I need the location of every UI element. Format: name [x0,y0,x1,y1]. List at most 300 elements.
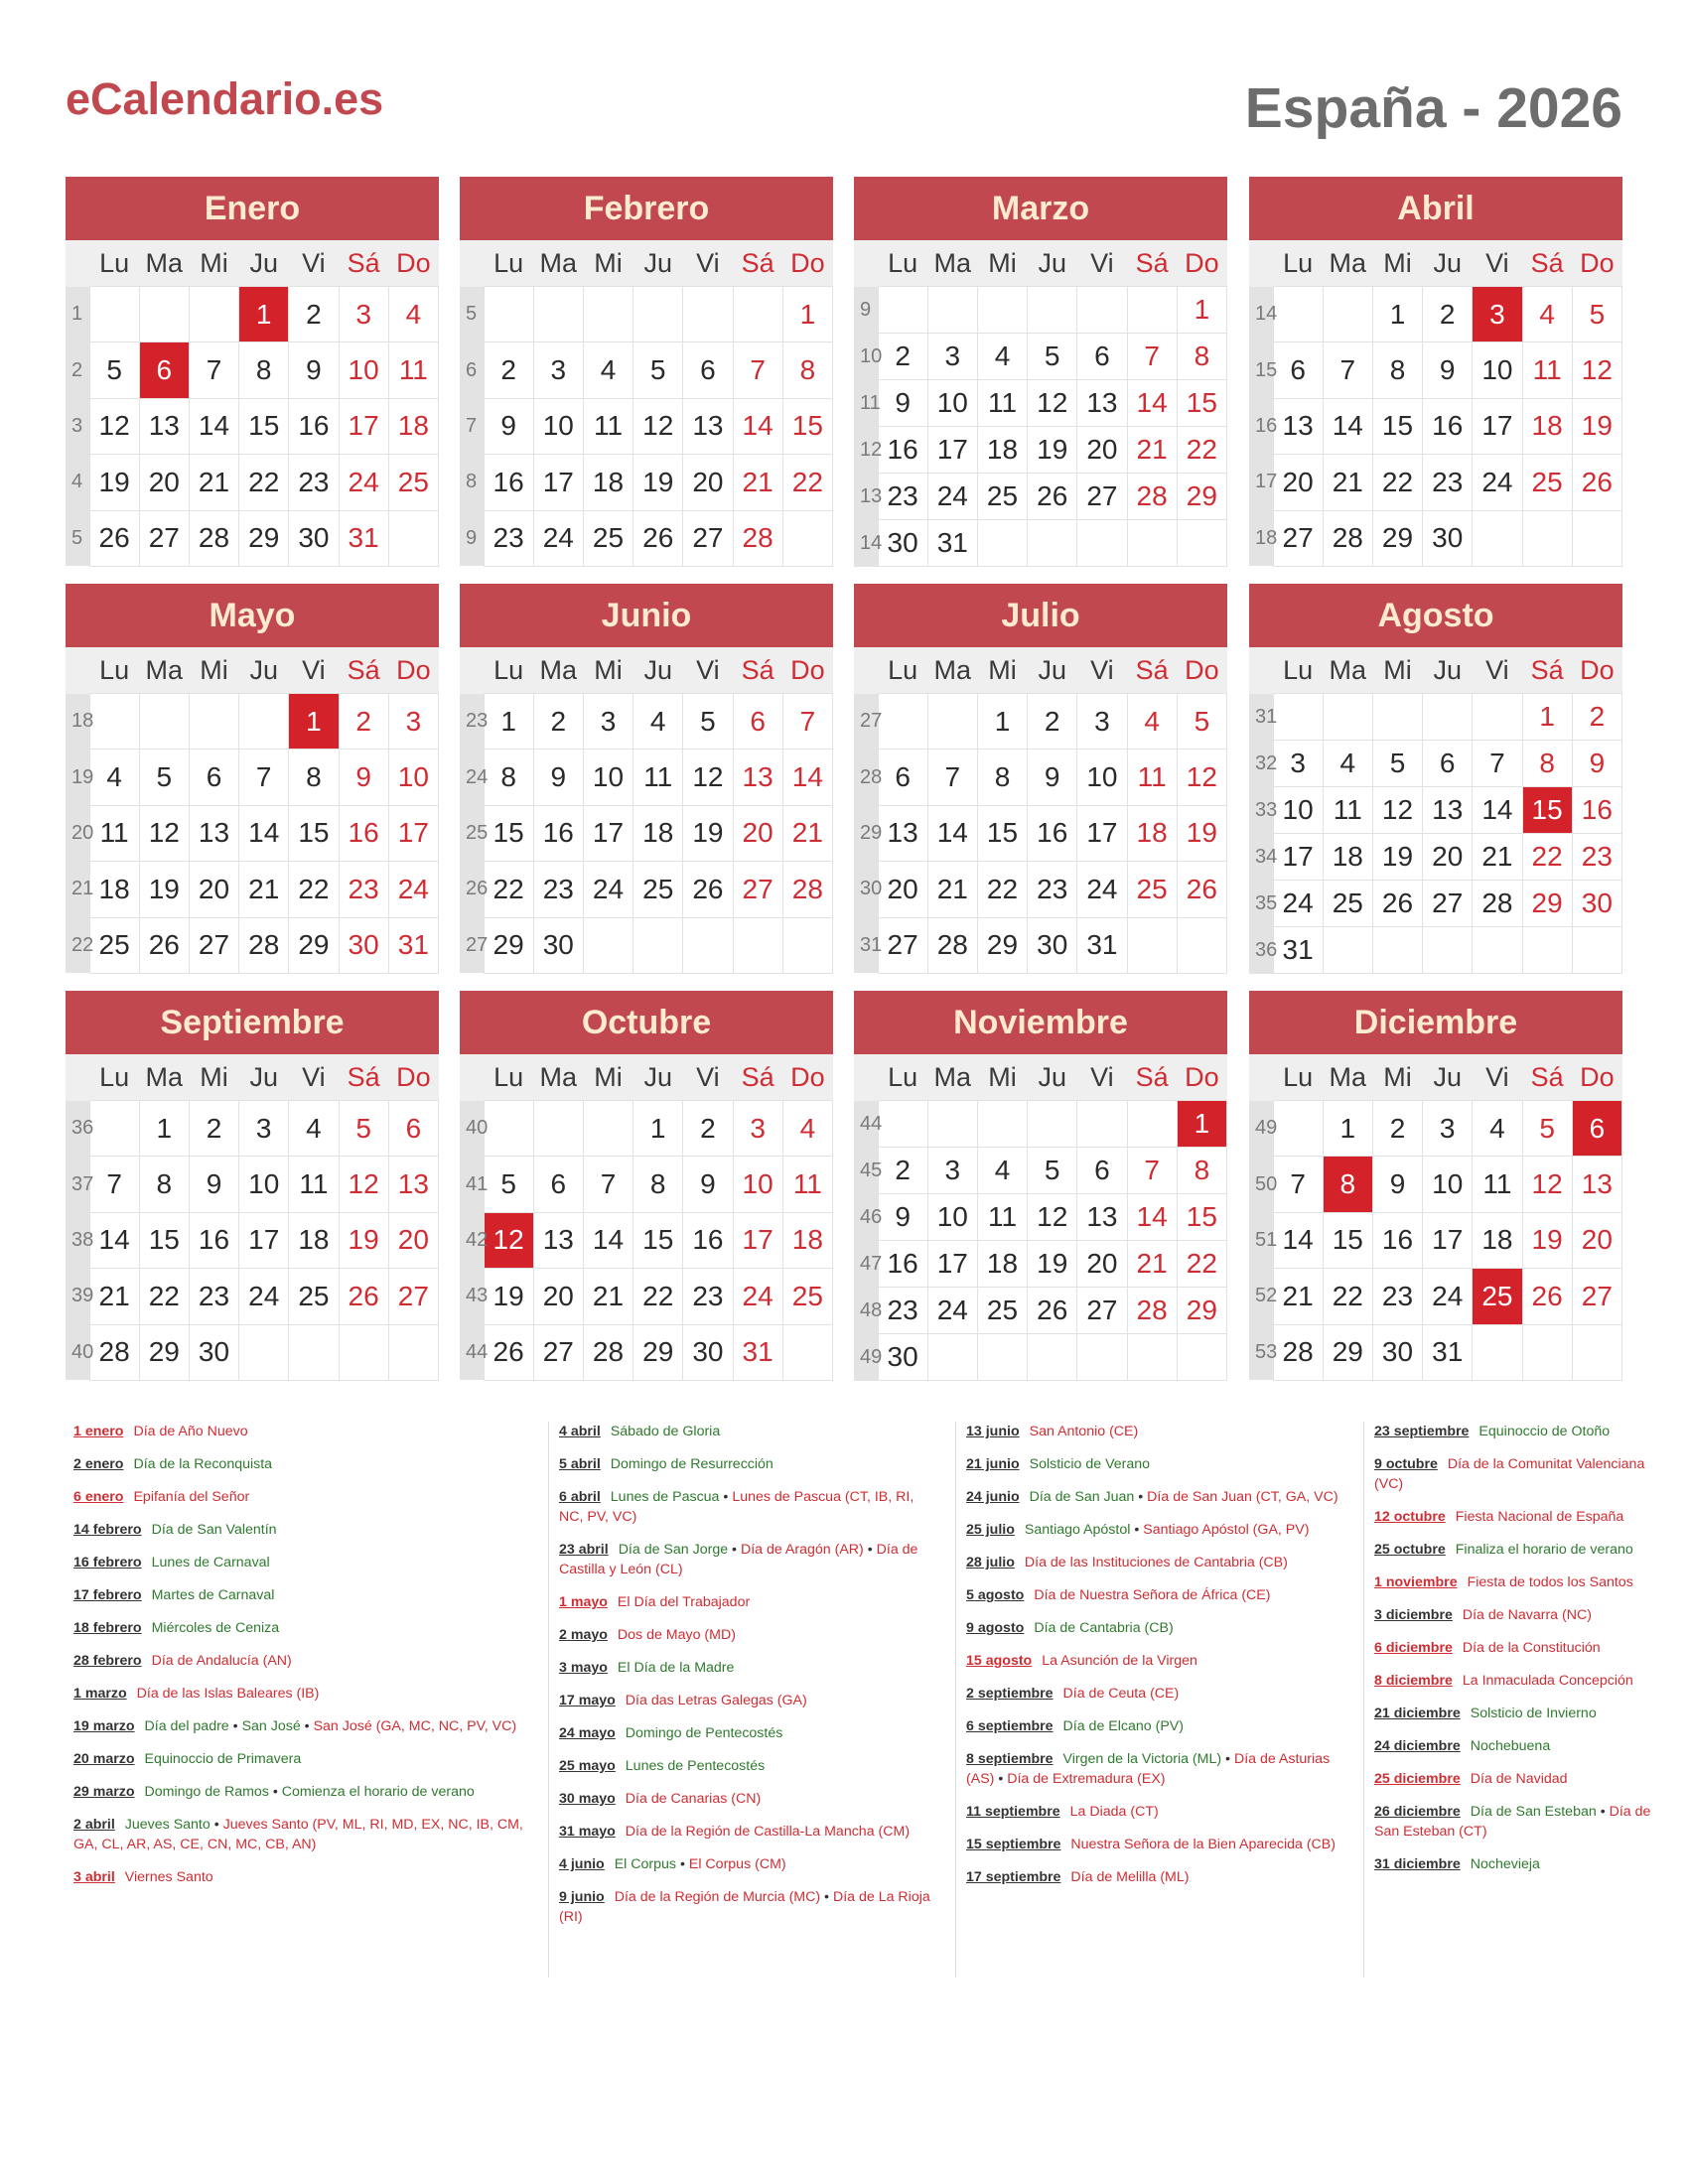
day-cell[interactable] [782,917,832,973]
day-cell[interactable]: 22 [633,1269,683,1324]
day-cell[interactable]: 13 [1273,398,1323,454]
holiday-day-cell[interactable]: 12 [484,1212,533,1268]
holiday-date-link[interactable]: 1 marzo [73,1686,127,1702]
day-cell[interactable]: 5 [1028,334,1077,380]
holiday-date-link[interactable]: 23 abril [559,1542,609,1558]
day-cell[interactable] [733,287,782,342]
day-cell[interactable]: 17 [1423,1212,1473,1268]
holiday-day-cell[interactable]: 8 [1323,1157,1372,1212]
day-cell[interactable]: 16 [484,455,533,510]
day-cell[interactable]: 30 [683,1324,733,1380]
day-cell[interactable]: 30 [878,520,927,567]
holiday-date-link[interactable]: 3 mayo [559,1660,608,1676]
holiday-date-link[interactable]: 15 septiembre [966,1837,1061,1852]
day-cell[interactable]: 11 [782,1157,832,1212]
day-cell[interactable]: 24 [1473,455,1522,510]
day-cell[interactable] [189,694,238,750]
day-cell[interactable]: 28 [1127,1288,1177,1334]
holiday-date-link[interactable]: 9 agosto [966,1620,1025,1636]
day-cell[interactable]: 8 [782,342,832,398]
holiday-date-link[interactable]: 23 septiembre [1374,1424,1470,1439]
day-cell[interactable]: 23 [289,455,339,510]
day-cell[interactable]: 18 [1323,834,1372,881]
holiday-date-link[interactable]: 4 junio [559,1856,605,1872]
day-cell[interactable]: 21 [583,1269,633,1324]
day-cell[interactable] [782,1324,832,1380]
day-cell[interactable]: 12 [1028,1194,1077,1241]
day-cell[interactable]: 12 [339,1157,388,1212]
day-cell[interactable]: 15 [139,1212,189,1268]
holiday-date-link[interactable]: 24 diciembre [1374,1738,1461,1754]
day-cell[interactable]: 18 [289,1212,339,1268]
day-cell[interactable]: 3 [583,694,633,750]
day-cell[interactable]: 8 [289,750,339,805]
day-cell[interactable]: 10 [1423,1157,1473,1212]
day-cell[interactable] [977,520,1027,567]
day-cell[interactable]: 12 [139,805,189,861]
day-cell[interactable]: 16 [1372,1212,1422,1268]
day-cell[interactable]: 15 [977,805,1027,861]
day-cell[interactable]: 27 [878,917,927,973]
day-cell[interactable]: 31 [733,1324,782,1380]
day-cell[interactable]: 27 [733,862,782,917]
day-cell[interactable]: 12 [1177,750,1226,805]
day-cell[interactable]: 24 [1423,1269,1473,1324]
day-cell[interactable] [1028,520,1077,567]
day-cell[interactable] [927,287,977,334]
day-cell[interactable] [1028,287,1077,334]
day-cell[interactable]: 28 [239,917,289,973]
day-cell[interactable]: 3 [388,694,438,750]
day-cell[interactable]: 5 [89,342,139,398]
day-cell[interactable]: 1 [633,1101,683,1157]
day-cell[interactable]: 12 [1522,1157,1572,1212]
day-cell[interactable]: 21 [1127,1241,1177,1288]
day-cell[interactable]: 3 [1423,1101,1473,1157]
day-cell[interactable]: 9 [289,342,339,398]
day-cell[interactable]: 13 [139,398,189,454]
day-cell[interactable]: 5 [1522,1101,1572,1157]
day-cell[interactable]: 2 [189,1101,238,1157]
day-cell[interactable]: 11 [1127,750,1177,805]
day-cell[interactable]: 18 [388,398,438,454]
day-cell[interactable]: 31 [927,520,977,567]
day-cell[interactable] [484,1101,533,1157]
day-cell[interactable]: 14 [189,398,238,454]
day-cell[interactable] [1473,927,1522,974]
day-cell[interactable] [733,917,782,973]
day-cell[interactable]: 13 [1077,380,1127,427]
day-cell[interactable]: 10 [388,750,438,805]
holiday-day-cell[interactable]: 6 [139,342,189,398]
day-cell[interactable] [1127,520,1177,567]
day-cell[interactable]: 28 [782,862,832,917]
day-cell[interactable] [1323,694,1372,741]
day-cell[interactable]: 16 [189,1212,238,1268]
day-cell[interactable]: 4 [977,334,1027,380]
day-cell[interactable]: 3 [533,342,583,398]
day-cell[interactable] [1273,694,1323,741]
day-cell[interactable]: 8 [484,750,533,805]
day-cell[interactable] [977,287,1027,334]
day-cell[interactable] [89,287,139,342]
holiday-date-link[interactable]: 17 febrero [73,1587,142,1603]
day-cell[interactable]: 22 [484,862,533,917]
day-cell[interactable]: 14 [733,398,782,454]
day-cell[interactable] [1522,927,1572,974]
day-cell[interactable]: 26 [633,510,683,566]
day-cell[interactable]: 14 [89,1212,139,1268]
day-cell[interactable]: 23 [1372,1269,1422,1324]
day-cell[interactable]: 27 [189,917,238,973]
day-cell[interactable]: 7 [1323,342,1372,398]
day-cell[interactable]: 18 [89,862,139,917]
day-cell[interactable]: 13 [683,398,733,454]
day-cell[interactable]: 18 [977,427,1027,474]
day-cell[interactable] [1423,927,1473,974]
day-cell[interactable]: 2 [1028,694,1077,750]
day-cell[interactable]: 31 [1077,917,1127,973]
day-cell[interactable] [1028,1101,1077,1148]
day-cell[interactable]: 16 [1572,787,1621,834]
holiday-date-link[interactable]: 8 septiembre [966,1751,1054,1767]
day-cell[interactable]: 22 [782,455,832,510]
day-cell[interactable] [583,287,633,342]
day-cell[interactable]: 8 [239,342,289,398]
day-cell[interactable]: 2 [878,334,927,380]
day-cell[interactable]: 7 [239,750,289,805]
holiday-date-link[interactable]: 1 enero [73,1424,124,1439]
day-cell[interactable]: 6 [733,694,782,750]
day-cell[interactable] [388,1324,438,1380]
day-cell[interactable]: 5 [339,1101,388,1157]
holiday-date-link[interactable]: 6 septiembre [966,1718,1054,1734]
site-logo[interactable]: eCalendario.es [66,73,384,124]
day-cell[interactable]: 4 [1127,694,1177,750]
day-cell[interactable]: 8 [1177,334,1226,380]
day-cell[interactable]: 5 [1372,741,1422,787]
day-cell[interactable]: 11 [1473,1157,1522,1212]
holiday-date-link[interactable]: 1 mayo [559,1594,608,1610]
day-cell[interactable]: 20 [388,1212,438,1268]
day-cell[interactable]: 9 [484,398,533,454]
day-cell[interactable] [927,694,977,750]
day-cell[interactable]: 26 [139,917,189,973]
day-cell[interactable]: 3 [239,1101,289,1157]
day-cell[interactable]: 7 [782,694,832,750]
day-cell[interactable]: 29 [484,917,533,973]
day-cell[interactable]: 20 [533,1269,583,1324]
day-cell[interactable] [977,1101,1027,1148]
day-cell[interactable]: 26 [1522,1269,1572,1324]
holiday-date-link[interactable]: 25 mayo [559,1758,616,1774]
day-cell[interactable]: 17 [583,805,633,861]
day-cell[interactable]: 25 [583,510,633,566]
holiday-day-cell[interactable]: 25 [1473,1269,1522,1324]
day-cell[interactable] [1423,694,1473,741]
day-cell[interactable]: 9 [533,750,583,805]
day-cell[interactable]: 20 [1077,427,1127,474]
day-cell[interactable]: 26 [1372,881,1422,927]
day-cell[interactable]: 4 [388,287,438,342]
holiday-date-link[interactable]: 9 octubre [1374,1456,1438,1472]
day-cell[interactable]: 11 [388,342,438,398]
day-cell[interactable]: 6 [1077,1148,1127,1194]
day-cell[interactable]: 22 [977,862,1027,917]
day-cell[interactable] [927,1101,977,1148]
day-cell[interactable]: 16 [1423,398,1473,454]
day-cell[interactable] [139,694,189,750]
day-cell[interactable]: 26 [1572,455,1621,510]
day-cell[interactable]: 8 [633,1157,683,1212]
day-cell[interactable]: 17 [927,427,977,474]
day-cell[interactable] [683,287,733,342]
day-cell[interactable]: 14 [1127,1194,1177,1241]
day-cell[interactable]: 1 [782,287,832,342]
day-cell[interactable]: 16 [683,1212,733,1268]
day-cell[interactable]: 3 [1077,694,1127,750]
day-cell[interactable] [1127,287,1177,334]
day-cell[interactable]: 13 [733,750,782,805]
day-cell[interactable]: 12 [1372,787,1422,834]
day-cell[interactable]: 14 [239,805,289,861]
day-cell[interactable]: 12 [1028,380,1077,427]
holiday-date-link[interactable]: 4 abril [559,1424,601,1439]
day-cell[interactable]: 11 [289,1157,339,1212]
day-cell[interactable]: 24 [733,1269,782,1324]
day-cell[interactable]: 11 [89,805,139,861]
day-cell[interactable] [1177,520,1226,567]
day-cell[interactable]: 28 [1323,510,1372,566]
day-cell[interactable]: 19 [1028,427,1077,474]
day-cell[interactable]: 11 [633,750,683,805]
day-cell[interactable]: 15 [239,398,289,454]
day-cell[interactable]: 29 [977,917,1027,973]
day-cell[interactable] [533,1101,583,1157]
day-cell[interactable]: 11 [583,398,633,454]
day-cell[interactable]: 25 [289,1269,339,1324]
day-cell[interactable]: 26 [1177,862,1226,917]
day-cell[interactable]: 15 [1323,1212,1372,1268]
day-cell[interactable]: 19 [1177,805,1226,861]
holiday-date-link[interactable]: 11 septiembre [966,1804,1060,1820]
day-cell[interactable]: 1 [139,1101,189,1157]
holiday-date-link[interactable]: 6 enero [73,1489,124,1505]
holiday-date-link[interactable]: 15 agosto [966,1653,1033,1669]
day-cell[interactable]: 7 [1127,334,1177,380]
holiday-date-link[interactable]: 31 diciembre [1374,1856,1461,1872]
day-cell[interactable]: 23 [484,510,533,566]
day-cell[interactable]: 7 [89,1157,139,1212]
day-cell[interactable]: 30 [339,917,388,973]
day-cell[interactable]: 19 [484,1269,533,1324]
day-cell[interactable]: 13 [878,805,927,861]
day-cell[interactable]: 28 [1273,1324,1323,1380]
day-cell[interactable]: 18 [633,805,683,861]
holiday-date-link[interactable]: 17 mayo [559,1693,616,1708]
day-cell[interactable]: 20 [139,455,189,510]
day-cell[interactable]: 17 [733,1212,782,1268]
day-cell[interactable]: 27 [533,1324,583,1380]
day-cell[interactable]: 6 [388,1101,438,1157]
day-cell[interactable]: 1 [1323,1101,1372,1157]
holiday-date-link[interactable]: 21 junio [966,1456,1020,1472]
day-cell[interactable]: 29 [633,1324,683,1380]
holiday-date-link[interactable]: 14 febrero [73,1522,142,1538]
day-cell[interactable]: 28 [733,510,782,566]
day-cell[interactable]: 28 [189,510,238,566]
day-cell[interactable]: 14 [1273,1212,1323,1268]
day-cell[interactable] [1177,1334,1226,1381]
day-cell[interactable] [533,287,583,342]
day-cell[interactable] [289,1324,339,1380]
day-cell[interactable] [1522,510,1572,566]
holiday-date-link[interactable]: 30 mayo [559,1791,616,1807]
holiday-date-link[interactable]: 25 octubre [1374,1542,1446,1558]
day-cell[interactable]: 9 [339,750,388,805]
day-cell[interactable]: 15 [1177,1194,1226,1241]
day-cell[interactable]: 24 [927,1288,977,1334]
day-cell[interactable] [583,917,633,973]
day-cell[interactable]: 19 [1372,834,1422,881]
day-cell[interactable]: 31 [339,510,388,566]
day-cell[interactable]: 9 [878,1194,927,1241]
holiday-date-link[interactable]: 18 febrero [73,1620,142,1636]
day-cell[interactable]: 17 [1273,834,1323,881]
day-cell[interactable]: 26 [484,1324,533,1380]
day-cell[interactable]: 22 [1323,1269,1372,1324]
day-cell[interactable]: 20 [683,455,733,510]
day-cell[interactable] [1572,510,1621,566]
day-cell[interactable] [977,1334,1027,1381]
day-cell[interactable] [878,694,927,750]
day-cell[interactable]: 25 [977,1288,1027,1334]
day-cell[interactable]: 15 [633,1212,683,1268]
day-cell[interactable]: 2 [1572,694,1621,741]
day-cell[interactable]: 7 [189,342,238,398]
day-cell[interactable]: 20 [733,805,782,861]
day-cell[interactable]: 2 [289,287,339,342]
day-cell[interactable]: 5 [484,1157,533,1212]
day-cell[interactable] [1473,694,1522,741]
day-cell[interactable]: 2 [339,694,388,750]
day-cell[interactable]: 2 [1372,1101,1422,1157]
day-cell[interactable]: 29 [139,1324,189,1380]
holiday-date-link[interactable]: 12 octubre [1374,1509,1446,1525]
day-cell[interactable]: 20 [1423,834,1473,881]
day-cell[interactable]: 24 [927,474,977,520]
holiday-date-link[interactable]: 25 diciembre [1374,1771,1461,1787]
day-cell[interactable]: 4 [1323,741,1372,787]
day-cell[interactable]: 10 [239,1157,289,1212]
day-cell[interactable] [1372,694,1422,741]
holiday-date-link[interactable]: 2 mayo [559,1627,608,1643]
day-cell[interactable]: 2 [683,1101,733,1157]
day-cell[interactable]: 4 [89,750,139,805]
day-cell[interactable]: 18 [782,1212,832,1268]
day-cell[interactable]: 27 [1273,510,1323,566]
day-cell[interactable]: 28 [583,1324,633,1380]
day-cell[interactable]: 28 [1127,474,1177,520]
day-cell[interactable]: 13 [1077,1194,1127,1241]
day-cell[interactable]: 20 [1572,1212,1621,1268]
holiday-date-link[interactable]: 2 abril [73,1817,115,1833]
holiday-date-link[interactable]: 6 diciembre [1374,1640,1453,1656]
day-cell[interactable]: 27 [1077,474,1127,520]
day-cell[interactable]: 26 [1028,1288,1077,1334]
holiday-day-cell[interactable]: 1 [289,694,339,750]
day-cell[interactable] [1127,917,1177,973]
day-cell[interactable]: 20 [878,862,927,917]
day-cell[interactable]: 6 [683,342,733,398]
day-cell[interactable] [1127,1334,1177,1381]
day-cell[interactable]: 11 [977,1194,1027,1241]
day-cell[interactable]: 24 [533,510,583,566]
day-cell[interactable]: 3 [1273,741,1323,787]
day-cell[interactable]: 29 [239,510,289,566]
day-cell[interactable] [1177,917,1226,973]
day-cell[interactable]: 28 [89,1324,139,1380]
day-cell[interactable]: 29 [1522,881,1572,927]
day-cell[interactable]: 30 [189,1324,238,1380]
day-cell[interactable]: 19 [1522,1212,1572,1268]
day-cell[interactable]: 13 [388,1157,438,1212]
day-cell[interactable]: 30 [289,510,339,566]
day-cell[interactable]: 21 [782,805,832,861]
day-cell[interactable] [1323,927,1372,974]
day-cell[interactable]: 23 [1028,862,1077,917]
day-cell[interactable]: 30 [1572,881,1621,927]
day-cell[interactable] [1473,1324,1522,1380]
holiday-day-cell[interactable]: 15 [1522,787,1572,834]
day-cell[interactable]: 14 [583,1212,633,1268]
day-cell[interactable]: 16 [878,1241,927,1288]
day-cell[interactable]: 17 [1077,805,1127,861]
day-cell[interactable]: 20 [1077,1241,1127,1288]
day-cell[interactable]: 10 [927,380,977,427]
day-cell[interactable]: 16 [339,805,388,861]
day-cell[interactable]: 8 [1522,741,1572,787]
day-cell[interactable]: 13 [1423,787,1473,834]
day-cell[interactable]: 4 [583,342,633,398]
holiday-date-link[interactable]: 19 marzo [73,1718,135,1734]
holiday-date-link[interactable]: 16 febrero [73,1555,142,1570]
day-cell[interactable]: 14 [1473,787,1522,834]
day-cell[interactable]: 22 [1372,455,1422,510]
day-cell[interactable]: 2 [1423,287,1473,342]
day-cell[interactable]: 15 [1372,398,1422,454]
day-cell[interactable]: 3 [927,1148,977,1194]
holiday-date-link[interactable]: 21 diciembre [1374,1706,1461,1721]
day-cell[interactable] [878,287,927,334]
day-cell[interactable] [89,1101,139,1157]
day-cell[interactable]: 22 [289,862,339,917]
day-cell[interactable]: 10 [533,398,583,454]
holiday-date-link[interactable]: 25 julio [966,1522,1015,1538]
day-cell[interactable]: 11 [1323,787,1372,834]
day-cell[interactable] [583,1101,633,1157]
day-cell[interactable]: 23 [878,1288,927,1334]
day-cell[interactable]: 9 [1372,1157,1422,1212]
day-cell[interactable]: 4 [289,1101,339,1157]
day-cell[interactable]: 1 [1177,287,1226,334]
day-cell[interactable]: 24 [1077,862,1127,917]
day-cell[interactable] [633,917,683,973]
day-cell[interactable]: 4 [977,1148,1027,1194]
holiday-date-link[interactable]: 9 junio [559,1889,605,1905]
day-cell[interactable]: 19 [683,805,733,861]
day-cell[interactable]: 7 [583,1157,633,1212]
